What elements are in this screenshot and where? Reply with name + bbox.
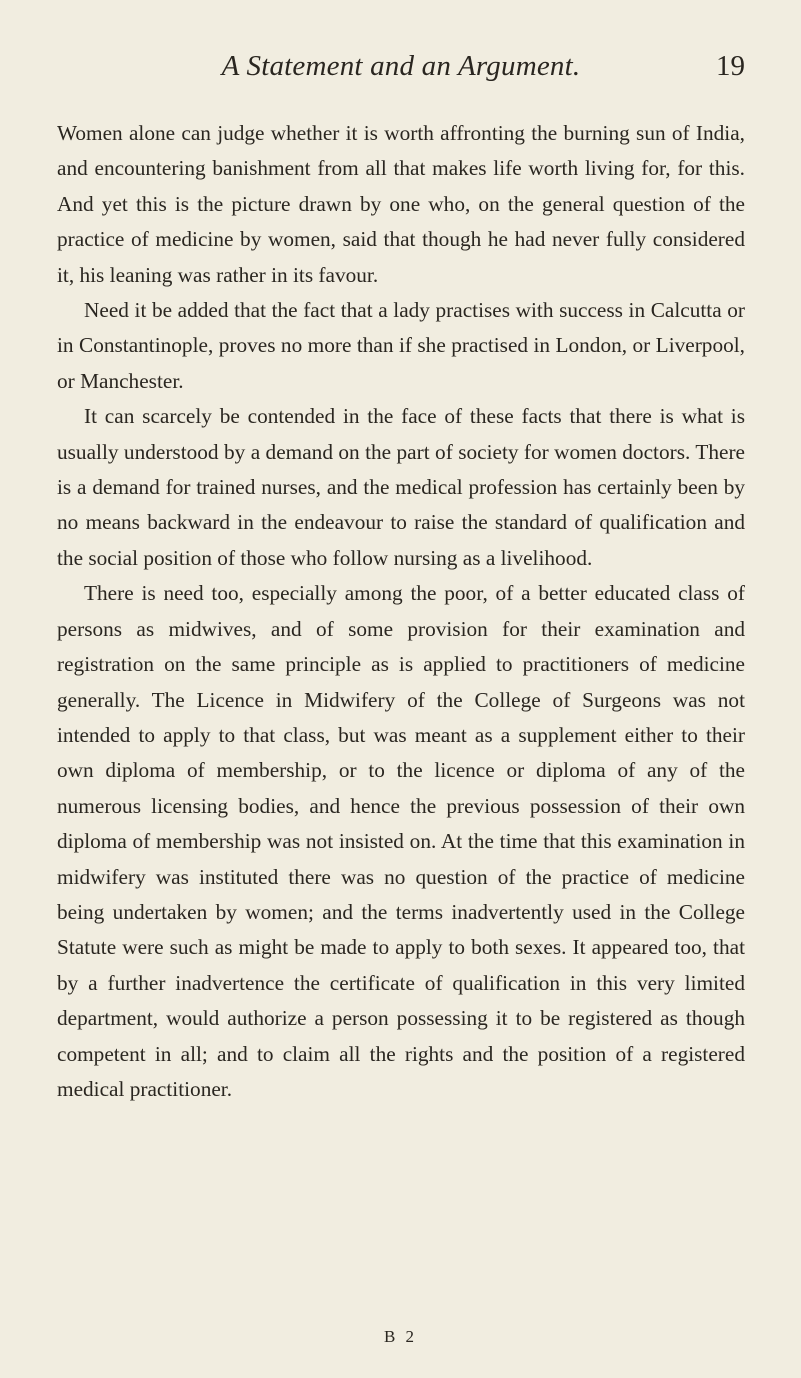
running-head (57, 50, 745, 94)
page-number: 19 (716, 50, 745, 82)
running-title: A Statement and an Argument. (221, 50, 581, 82)
paragraph-2: Need it be added that the fact that a lady practises with success in Calcutta or in Constantinople, proves no more than if she practised in London, or Liverpool, or Manchester. (57, 298, 745, 393)
paragraph-1: Women alone can judge whether it is worth affronting the burning sun of India, and encountering banishment from all that makes life worth living for, for this. And yet this is the picture drawn by one who, on the general question of the practice of medicine by women, said that though he had never fully considered it, his leaning was rather in its favour. (57, 121, 745, 287)
paragraph-4: There is need too, especially among the poor, of a better educated class of persons as midwives, and of some provision for their examination and registration on the same principle as is applied to practitioners of medicine generally. The Licence in Midwifery of the College of Surgeons was not intended to apply to that class, but was meant as a supplement either to their own diploma of membership, or to the licence or diploma of any of the numerous licensing bodies, and hence the previous possession of their own diploma of membership was not insisted on. At the time that this examination in midwifery was instituted there was no question of the practice of medicine being undertaken by women; and the terms inadvertently used in the College Statute were such as might be made to apply to both sexes. It appeared too, that by a further inadvertence the certificate of qualification in this very limited department, would authorize a person possessing it to be registered as though competent in all; and to claim all the rights and the position of a registered medical practitioner. (57, 581, 745, 1101)
signature-mark: B 2 (383, 1327, 418, 1346)
body-text (57, 116, 745, 1107)
paragraph-3: It can scarcely be contended in the face of these facts that there is what is usually understood by a demand on the part of society for women doctors. There is a demand for trained nurses, and the medical profession has certainly been by no means backward in the endeavour to raise the standard of qualification and the social position of those who follow nursing as a livelihood. (57, 404, 745, 570)
